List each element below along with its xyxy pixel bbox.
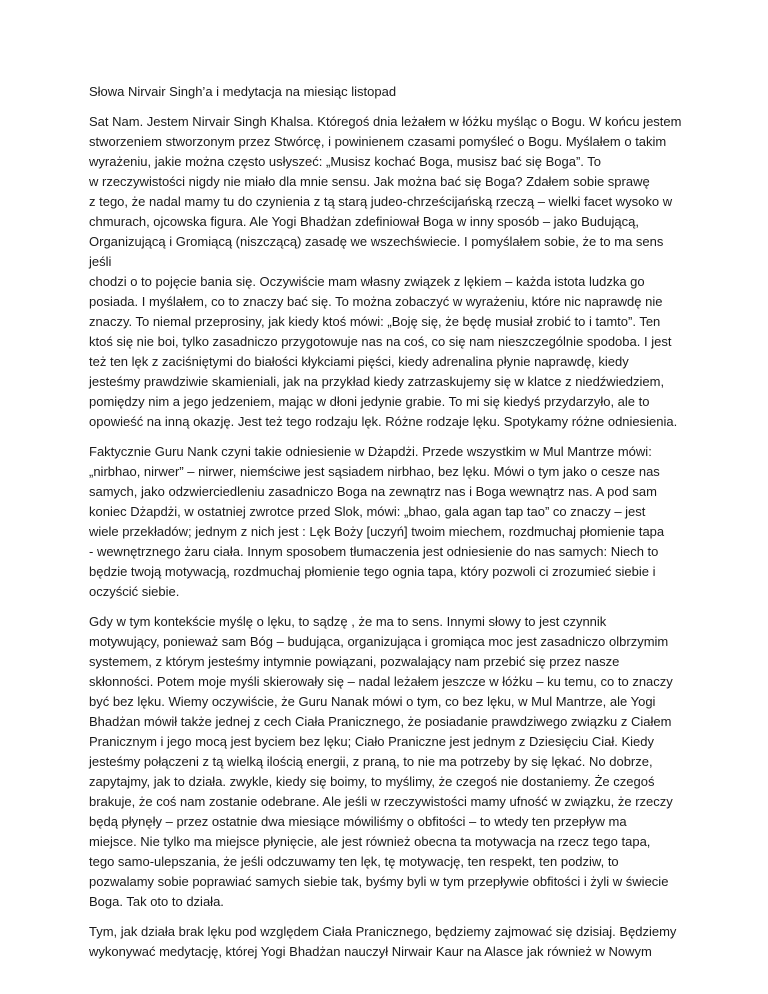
document-title: Słowa Nirvair Singh’a i medytacja na miesiąc listopad bbox=[89, 84, 397, 99]
paragraph-4: Tym, jak działa brak lęku pod względem Ciała Pranicznego, będziemy zajmować się dzisiaj. Będziemy wykonywać medytację, której Yogi Bhadżan nauczył Nirwair Kaur na Alasce jak również w Nowym bbox=[89, 924, 677, 959]
paragraph-2: Faktycznie Guru Nank czyni takie odniesienie w Dżapdżi. Przede wszystkim w Mul Mantrze mówi: „nirbhao, nirwer” – nirwer, niemściwe jest sąsiadem nirbhao, bez lęku. Mówi o tym jako o cesze nas samych, jako odzwierciedleniu zasadniczo Boga na zewnątrz nas i Boga wewnątrz nas. A pod sam koniec Dżapdżi, w ostatniej zwrotce przed Slok, mówi: „bhao, gala agan tap tao” co znaczy – jest wiele przekładów; jednym z nich jest : Lęk Boży [uczyń] twoim miechem, rozdmuchaj płomienie tapa - wewnętrznego żaru ciała. Innym sposobem tłumaczenia jest odniesienie do nas samych: Niech to będzie twoją motywacją, rozdmuchaj płomienie tego ognia tapa, który pozwoli ci zrozumieć siebie i oczyścić siebie. bbox=[89, 444, 665, 599]
document-page bbox=[89, 82, 689, 972]
paragraph-1: Sat Nam. Jestem Nirvair Singh Khalsa. Któregoś dnia leżałem w łóżku myśląc o Bogu. W końcu jestem stworzeniem stworzonym przez Stwórcę, i powinienem czasami pomyśleć o Bogu. Myślałem o takim wyrażeniu, jakie można często usłyszeć: „Musisz kochać Boga, musisz bać się Boga”. To w rzeczywistości nigdy nie miało dla mnie sensu. Jak można bać się Boga? Zdałem sobie sprawę z tego, że nadal mamy tu do czynienia z tą starą judeo-chrześcijańską rzeczą – wielki facet wysoko w chmurach, ojcowska figura. Ale Yogi Bhadżan zdefiniował Boga w inny sposób – jako Budującą, Organizującą i Gromiącą (niszczącą) zasadę we wszechświecie. I pomyślałem sobie, że to ma sens jeśli chodzi o to pojęcie bania się. Oczywiście mam własny związek z lękiem – każda istota ludzka go posiada. I myślałem, co to znaczy bać się. To można zobaczyć w wyrażeniu, które nic naprawdę nie znaczy. To niemal przeprosiny, jak kiedy ktoś mówi: „Boję się, że będę musiał zrobić to i tamto”. Ten ktoś się nie boi, tylko zasadniczo przygotowuje nas na coś, co się nam nieszczególnie spodoba. I jest też ten lęk z zaciśniętymi do białości kłykciami pięści, kiedy adrenalina płynie naprawdę, kiedy jesteśmy prawdziwie skamieniali, jak na przykład kiedy zatrzaskujemy się w klatce z niedźwiedziem, pomiędzy nim a jego jedzeniem, mając w dłoni jedynie grabie. To mi się kiedyś przydarzyło, ale to opowieść na inną okazję. Jest też tego rodzaju lęk. Różne rodzaje lęku. Spotykamy różne odniesienia. bbox=[89, 114, 682, 429]
paragraph-3: Gdy w tym kontekście myślę o lęku, to sądzę , że ma to sens. Innymi słowy to jest czynnik motywujący, ponieważ sam Bóg – budująca, organizująca i gromiąca moc jest zasadniczo olbrzymim systemem, z którym jesteśmy intymnie powiązani, pozwalający nam przebić się przez nasze skłonności. Potem moje myśli skierowały się – nadal leżałem jeszcze w łóżku – ku temu, co to znaczy być bez lęku. Wiemy oczywiście, że Guru Nanak mówi o tym, co bez lęku, w Mul Mantrze, ale Yogi Bhadżan mówił także jednej z cech Ciała Pranicznego, że posiadanie prawdziwego związku z Ciałem Pranicznym i jego mocą jest byciem bez lęku; Ciało Praniczne jest jednym z Dziesięciu Ciał. Kiedy jesteśmy połączeni z tą wielką ilością energii, z praną, to nie ma potrzeby by się lękać. No dobrze, zapytajmy, jak to działa. zwykle, kiedy się boimy, to myślimy, że czegoś nie dostaniemy. Że czegoś brakuje, że coś nam zostanie odebrane. Ale jeśli w rzeczywistości mamy ufność w związku, że rzeczy będą płynęły – przez ostatnie dwa miesiące mówiliśmy o obfitości – to wtedy ten przepływ ma miejsce. Nie tylko ma miejsce płynięcie, ale jest również obecna ta motywacja na rzecz tego tapa, tego samo-ulepszania, że jeśli odczuwamy ten lęk, tę motywację, ten respekt, ten podziw, to pozwalamy sobie poprawiać samych siebie tak, byśmy byli w tym przepływie obfitości i żyli w świecie Boga. Tak oto to działa. bbox=[89, 614, 673, 909]
